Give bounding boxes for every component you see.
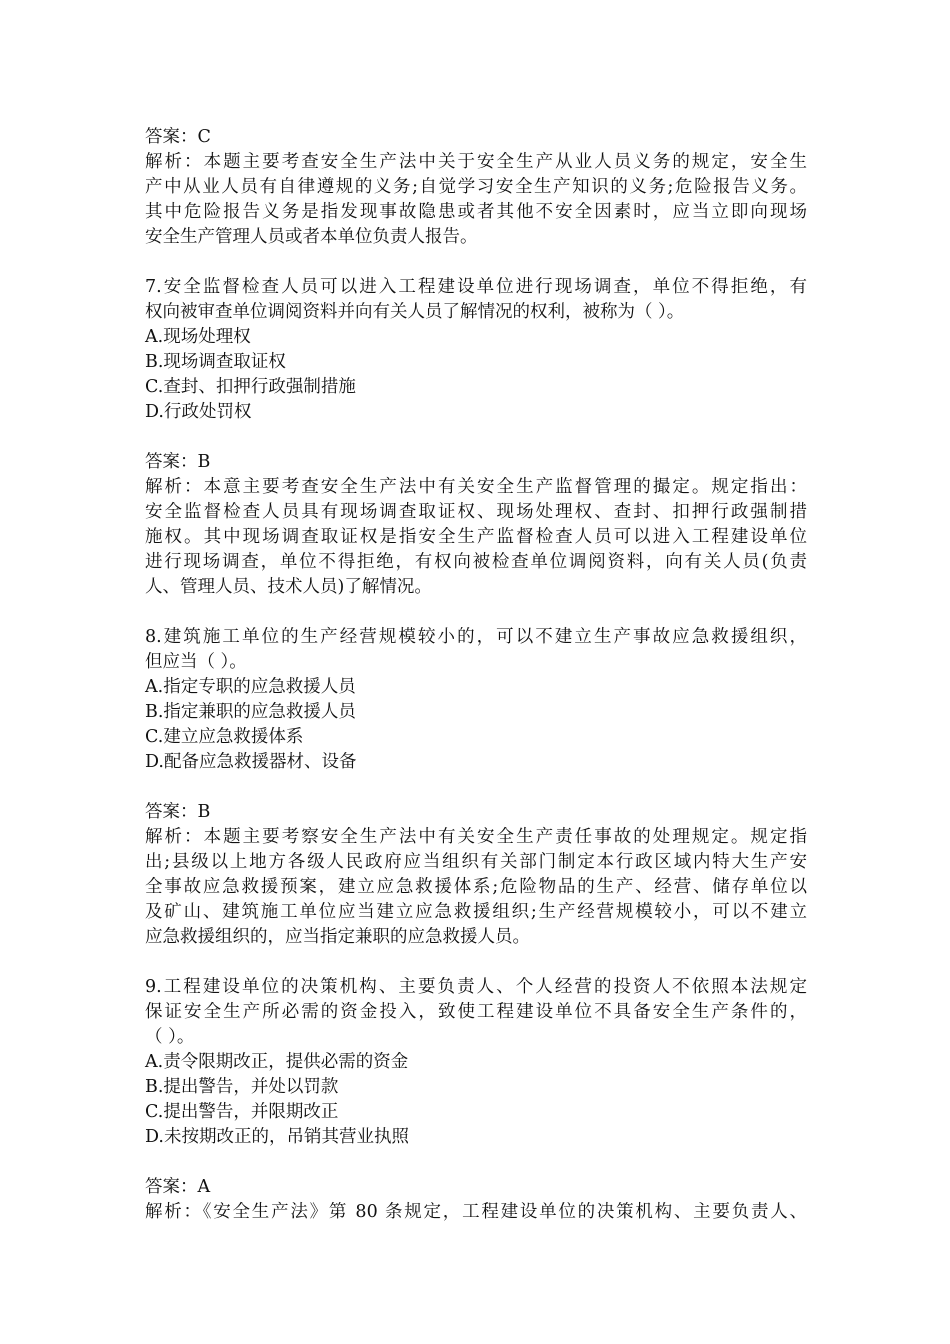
explanation-line: 解析：《安全生产法》第 80 条规定，工程建设单位的决策机构、主要负责人、 bbox=[145, 1202, 807, 1222]
explanation-line: 全事故应急救援预案，建立应急救援体系;危险物品的生产、经营、储存单位以 bbox=[145, 877, 807, 897]
explanation-line: 解析：本题主要考查安全生产法中关于安全生产从业人员义务的规定，安全生 bbox=[145, 152, 807, 172]
option-d: D.配备应急救援器材、设备 bbox=[145, 752, 357, 772]
explanation-line: 其中危险报告义务是指发现事故隐患或者其他不安全因素时，应当立即向现场 bbox=[145, 202, 807, 222]
option-a: A.现场处理权 bbox=[145, 327, 251, 347]
option-b: B.指定兼职的应急救援人员 bbox=[145, 702, 356, 722]
answer-line: 答案：A bbox=[145, 1177, 211, 1197]
option-b: B.提出警告，并处以罚款 bbox=[145, 1077, 339, 1097]
answer-block bbox=[145, 800, 807, 950]
question-line: 8.建筑施工单位的生产经营规模较小的，可以不建立生产事故应急救援组织， bbox=[145, 627, 807, 647]
explanation-line: 出;县级以上地方各级人民政府应当组织有关部门制定本行政区域内特大生产安 bbox=[145, 852, 807, 872]
answer-block bbox=[145, 1175, 807, 1225]
question-line: 9.工程建设单位的决策机构、主要负责人、个人经营的投资人不依照本法规定 bbox=[145, 977, 807, 997]
explanation-line: 施权。其中现场调查取证权是指安全生产监督检查人员可以进入工程建设单位 bbox=[145, 527, 807, 547]
option-d: D.未按期改正的，吊销其营业执照 bbox=[145, 1127, 409, 1147]
question-block bbox=[145, 625, 807, 775]
explanation-line: 解析：本意主要考查安全生产法中有关安全生产监督管理的撮定。规定指出： bbox=[145, 477, 807, 497]
question-line: 权向被审查单位调阅资料并向有关人员了解情况的权利，被称为（ ）。 bbox=[145, 302, 685, 322]
explanation-line: 解析：本题主要考察安全生产法中有关安全生产责任事故的处理规定。规定指 bbox=[145, 827, 807, 847]
explanation-line: 产中从业人员有自律遵规的义务;自觉学习安全生产知识的义务;危险报告义务。 bbox=[145, 177, 807, 197]
question-block bbox=[145, 975, 807, 1150]
question-line: 保证安全生产所必需的资金投入，致使工程建设单位不具备安全生产条件的， bbox=[145, 1002, 807, 1022]
answer-block bbox=[145, 125, 807, 250]
option-c: C.查封、扣押行政强制措施 bbox=[145, 377, 356, 397]
answer-line: 答案：C bbox=[145, 127, 211, 147]
explanation-line: 应急救援组织的，应当指定兼职的应急救援人员。 bbox=[145, 927, 530, 947]
question-line: （ ）。 bbox=[145, 1027, 195, 1047]
question-line: 7.安全监督检查人员可以进入工程建设单位进行现场调查，单位不得拒绝，有 bbox=[145, 277, 807, 297]
option-d: D.行政处罚权 bbox=[145, 402, 252, 422]
document-page bbox=[145, 125, 807, 1225]
answer-line: 答案：B bbox=[145, 802, 211, 822]
question-line: 但应当（ ）。 bbox=[145, 652, 247, 672]
option-c: C.建立应急救援体系 bbox=[145, 727, 304, 747]
answer-block bbox=[145, 450, 807, 600]
option-a: A.指定专职的应急救援人员 bbox=[145, 677, 356, 697]
option-b: B.现场调查取证权 bbox=[145, 352, 286, 372]
answer-line: 答案：B bbox=[145, 452, 211, 472]
explanation-line: 安全监督检查人员具有现场调查取证权、现场处理权、查封、扣押行政强制措 bbox=[145, 502, 807, 522]
explanation-line: 进行现场调查，单位不得拒绝，有权向被检查单位调阅资料，向有关人员(负责 bbox=[145, 552, 807, 572]
explanation-line: 安全生产管理人员或者本单位负责人报告。 bbox=[145, 227, 478, 247]
option-a: A.责令限期改正，提供必需的资金 bbox=[145, 1052, 409, 1072]
question-block bbox=[145, 275, 807, 425]
explanation-line: 及矿山、建筑施工单位应当建立应急救援组织;生产经营规模较小，可以不建立 bbox=[145, 902, 807, 922]
explanation-line: 人、管理人员、技术人员)了解情况。 bbox=[145, 577, 432, 597]
option-c: C.提出警告，并限期改正 bbox=[145, 1102, 339, 1122]
